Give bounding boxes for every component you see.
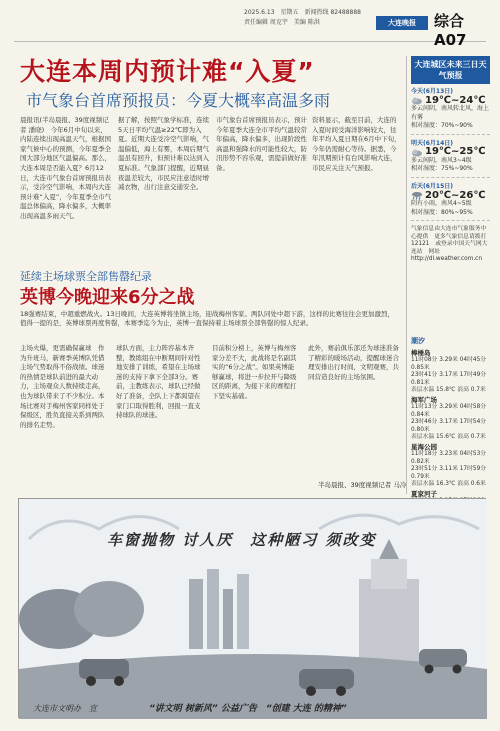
story1-subheadline: 市气象台首席预报员：今夏大概率高温多雨 bbox=[26, 91, 331, 110]
date-line: 2025.6.13 星期五 新闻热线 82488888 bbox=[244, 9, 361, 16]
story2-column-3: 目前积分榜上，英博与梅州客家分差不大，此战将是名副其实的“6分之战”。如果英博能够赢球，将进一步拉开与降级区的距离，为接下来的赛程打下坚实基础。 bbox=[212, 344, 297, 400]
weather-desc: 多云间阴，南风3~4级 bbox=[411, 157, 472, 165]
tide-line: 11时08分 3.29米 04时45分 0.85米 bbox=[411, 357, 487, 371]
story1-column-2: 据了解，按照气象学标准，连续5天日平均气温≥22℃即为入夏。近期大连受冷空气影响，气温偏低，海上有雾，本周后期气温虽有回升，但预计难以达到入夏标准。气象部门提醒，近期昼夜温差较大，市民应注意适时增减衣物，出行注意交通安全。 bbox=[118, 116, 209, 192]
newspaper-logo: 大连晚报 bbox=[376, 16, 428, 30]
weather-desc: 阴有小雨，南风4~5级 bbox=[411, 200, 472, 208]
rain-icon bbox=[411, 191, 423, 200]
story1-column-3: 市气象台首席预报员表示，预计今年夏季大连全市平均气温较常年偏高，降水偏多，出现阶段性高温和强降水的可能性较大，防汛形势不容乐观，需提前做好准备。 bbox=[216, 116, 307, 172]
tide-place-name: 星海公园 bbox=[411, 442, 437, 451]
tide-place-name: 棒棰岛 bbox=[411, 349, 431, 357]
weather-header: 大连城区未来三日天气预报 bbox=[411, 56, 490, 84]
tide-box bbox=[406, 332, 490, 498]
tide-title: 潮汐 bbox=[411, 337, 425, 345]
story2-byline: 半岛晨报、39度视频记者 马冷 bbox=[318, 481, 407, 489]
ad-bottom-caption: “讲文明 树新风” 公益广告 “创建 大连 的精神” bbox=[149, 704, 347, 714]
section-label: 综合 A07 bbox=[434, 12, 467, 49]
tide-line: 23时51分 3.11米 17时59分 0.79米 bbox=[411, 466, 487, 480]
ad-sponsor-caption: 大连市文明办 宣 bbox=[33, 704, 97, 713]
weather-humidity: 相对湿度：70%~90% bbox=[411, 122, 473, 130]
weather-source: 气象信息由大连市气象服务中心提供 更多气象信息请拨打 12121 或登录中国天气网大连站 网址 http://dl.weather.com.cn bbox=[411, 226, 488, 263]
editor-line: 责任编辑 周克宇 美编 陈洪 bbox=[244, 19, 320, 26]
story2-column-2: 球队方面，主力阵容基本齐整，教练组在中断期间针对性地安排了训练，希望在主场球迷的支持下拿下全部3分。赛前，主教练表示，球队已经做好了准备，全队上下都渴望在家门口取得胜利，回报一直支持球队的球迷。 bbox=[116, 344, 201, 420]
public-service-ad bbox=[18, 498, 486, 718]
weather-temp: 20℃~26℃ bbox=[411, 191, 490, 200]
tide-line: 表层水温 15.8℃ 浪高 0.7米 bbox=[411, 387, 486, 394]
story1-headline: 大连本周内预计难“入夏” bbox=[20, 57, 315, 86]
tide-place-block bbox=[411, 395, 490, 442]
tide-place-name: 海军广场 bbox=[411, 395, 437, 404]
weather-humidity: 相对湿度：75%~90% bbox=[411, 165, 473, 173]
weather-date: 今天(6月13日) bbox=[411, 88, 454, 95]
weather-day bbox=[411, 183, 490, 221]
weather-date: 后天(6月15日) bbox=[411, 182, 454, 190]
tide-line: 11时13分 3.29米 04时58分 0.84米 bbox=[411, 403, 487, 418]
weather-date: 明天(6月14日) bbox=[411, 139, 454, 147]
tide-place-name: 夏家河子 bbox=[411, 489, 437, 498]
weather-desc: 多云间阴，南风转北风，海上有雾 bbox=[411, 105, 490, 121]
masthead bbox=[14, 6, 486, 49]
weather-temp: 19℃~25℃ bbox=[411, 148, 490, 157]
story2-kicker: 延续主场球票全部售罄纪录 bbox=[20, 270, 152, 283]
story2-headline: 英博今晚迎来6分之战 bbox=[20, 287, 195, 308]
weather-day bbox=[411, 140, 490, 178]
weather-temp: 19℃~24℃ bbox=[411, 96, 490, 105]
story1-column-4: 资料显示，截至目前，大连的入夏时间受海洋影响较大，往年平均入夏日期在6月中下旬，今年仍需耐心等待。据悉，今年汛期预计有台风影响大连，市民应关注天气预报。 bbox=[312, 116, 401, 172]
tide-place-block bbox=[411, 348, 490, 395]
story1-column-1: 晨报讯(半岛晨报、39度视频记者 潘晓) 今年6月中旬以来，内陆连续出现高温天气，根据国家气候中心的预测，今年夏季全国大部分地区气温偏高。那么，大连本周是否能入夏？6月12日，大连市气象台首席预报员表示，受冷空气影响，本周内大连预计难“入夏”，今年夏季全市气温总体偏高，降水偏多，大概率出现高温多雨天气。 bbox=[20, 116, 112, 220]
ad-slogan: 车窗抛物 讨人厌 这种陋习 须改变 bbox=[107, 531, 377, 549]
tide-line: 表层水温 16.3℃ 浪高 0.6米 bbox=[411, 481, 486, 488]
story2-column-1: 主场火爆，更需确保赢球 作为升班马，新赛季英博队凭借主场气势取得不俗战绩。球迷的热情是球队前进的最大动力，主场观众人数持续走高，也为球队带来了不少积分。本场比赛对手梅州客家同样处于保级区，胜负直接关系到两队的排名走势。 bbox=[20, 344, 105, 429]
tide-line: 表层水温 15.6℃ 浪高 0.7米 bbox=[411, 434, 486, 441]
story2-lead: 18强赛结束，中超重燃战火。13日晚间，大连英博将坐镇主场，迎战梅州客家。两队同处中超下游，这样的比赛往往会更加激烈，值得一提的是，英博球票再度售罄，本赛季迄今为止，英博一直保持着主场球票全部售罄的惊人纪录。 bbox=[20, 310, 395, 328]
weather-day bbox=[411, 88, 490, 135]
tide-line: 23时46分 3.17米 17时54分 0.80米 bbox=[411, 419, 487, 433]
tide-line: 11时18分 3.23米 04时53分 0.82米 bbox=[411, 450, 487, 465]
masthead-meta bbox=[244, 8, 384, 28]
tide-place-block bbox=[411, 442, 490, 489]
weather-humidity: 相对湿度：80%~95% bbox=[411, 208, 473, 216]
story2-column-4: 此外，赛前俱乐部还为球迷准备了精彩的暖场活动，提醒球迷合理安排出行时间，文明观赛，共同营造良好的主场氛围。 bbox=[308, 344, 399, 381]
cloudy-icon bbox=[411, 148, 423, 157]
tide-line: 23时41分 3.17米 17时49分 0.81米 bbox=[411, 372, 487, 386]
